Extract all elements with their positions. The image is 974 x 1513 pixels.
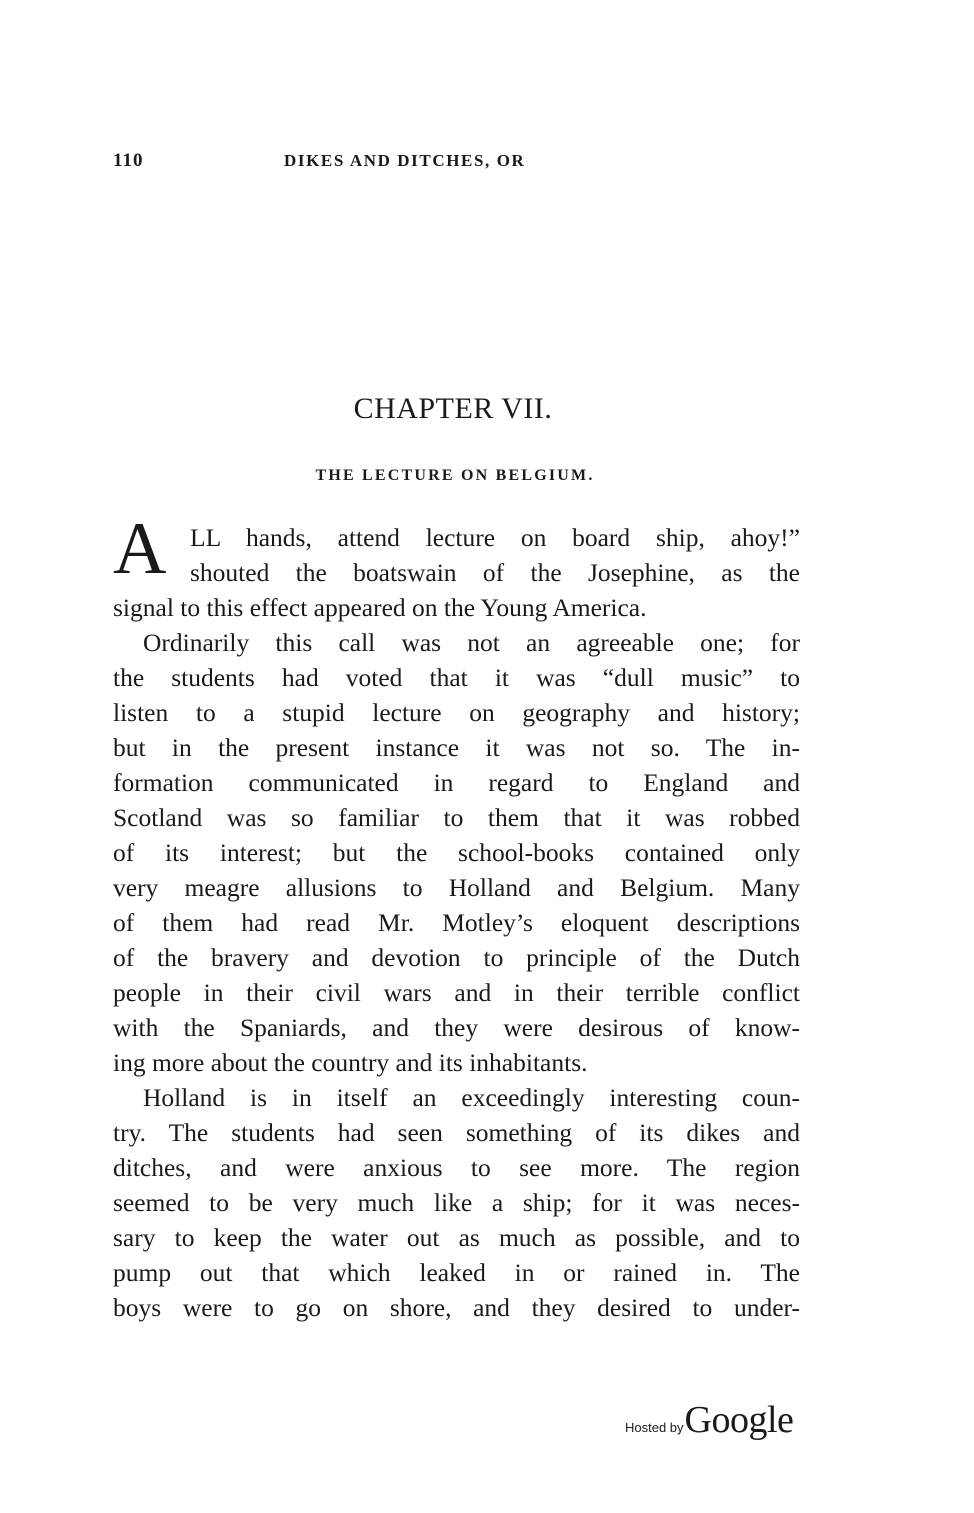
text-line: boys were to go on shore, and they desired to under- <box>113 1293 800 1322</box>
text-line: of its interest; but the school-books contained only <box>113 838 800 867</box>
hosted-by-google-watermark <box>625 1398 793 1442</box>
text-line: signal to this effect appeared on the Young America. <box>113 593 647 622</box>
text-line: sary to keep the water out as much as possible, and to <box>113 1223 800 1252</box>
text-line: of them had read Mr. Motley’s eloquent descriptions <box>113 908 800 937</box>
drop-cap: A <box>113 508 167 590</box>
text-line: very meagre allusions to Holland and Belgium. Many <box>113 873 800 902</box>
text-line: seemed to be very much like a ship; for it was neces- <box>113 1188 800 1217</box>
page-number: 110 <box>113 150 144 171</box>
paragraph <box>113 1080 800 1325</box>
text-line: ditches, and were anxious to see more. The region <box>113 1153 800 1182</box>
paragraph <box>113 520 800 625</box>
text-line: with the Spaniards, and they were desirous of know- <box>113 1013 800 1042</box>
text-line: of the bravery and devotion to principle of the Dutch <box>113 943 800 972</box>
text-line: listen to a stupid lecture on geography and history; <box>113 698 800 727</box>
text-line: formation communicated in regard to England and <box>113 768 800 797</box>
text-line: pump out that which leaked in or rained in. The <box>113 1258 800 1287</box>
paragraph <box>113 625 800 1080</box>
text-line: people in their civil wars and in their terrible conflict <box>113 978 800 1007</box>
text-line: Holland is in itself an exceedingly interesting coun- <box>143 1083 800 1112</box>
text-line: Ordinarily this call was not an agreeable one; for <box>143 628 800 657</box>
text-line: try. The students had seen something of its dikes and <box>113 1118 800 1147</box>
google-logo: Google <box>684 1399 794 1441</box>
text-line: shouted the boatswain of the Josephine, as the <box>190 558 800 587</box>
body-text <box>113 520 800 1325</box>
text-line: ing more about the country and its inhabitants. <box>113 1048 588 1077</box>
chapter-subtitle: THE LECTURE ON BELGIUM. <box>315 467 595 484</box>
hosted-by-label: Hosted by <box>625 1420 684 1435</box>
text-line: Scotland was so familiar to them that it was robbed <box>113 803 800 832</box>
text-line: the students had voted that it was “dull music” to <box>113 663 800 692</box>
text-line: but in the present instance it was not so. The in- <box>113 733 800 762</box>
text-line: LL hands, attend lecture on board ship, ahoy!” <box>190 523 800 552</box>
chapter-title: CHAPTER VII. <box>353 392 553 425</box>
running-head: DIKES AND DITCHES, OR <box>284 151 526 170</box>
